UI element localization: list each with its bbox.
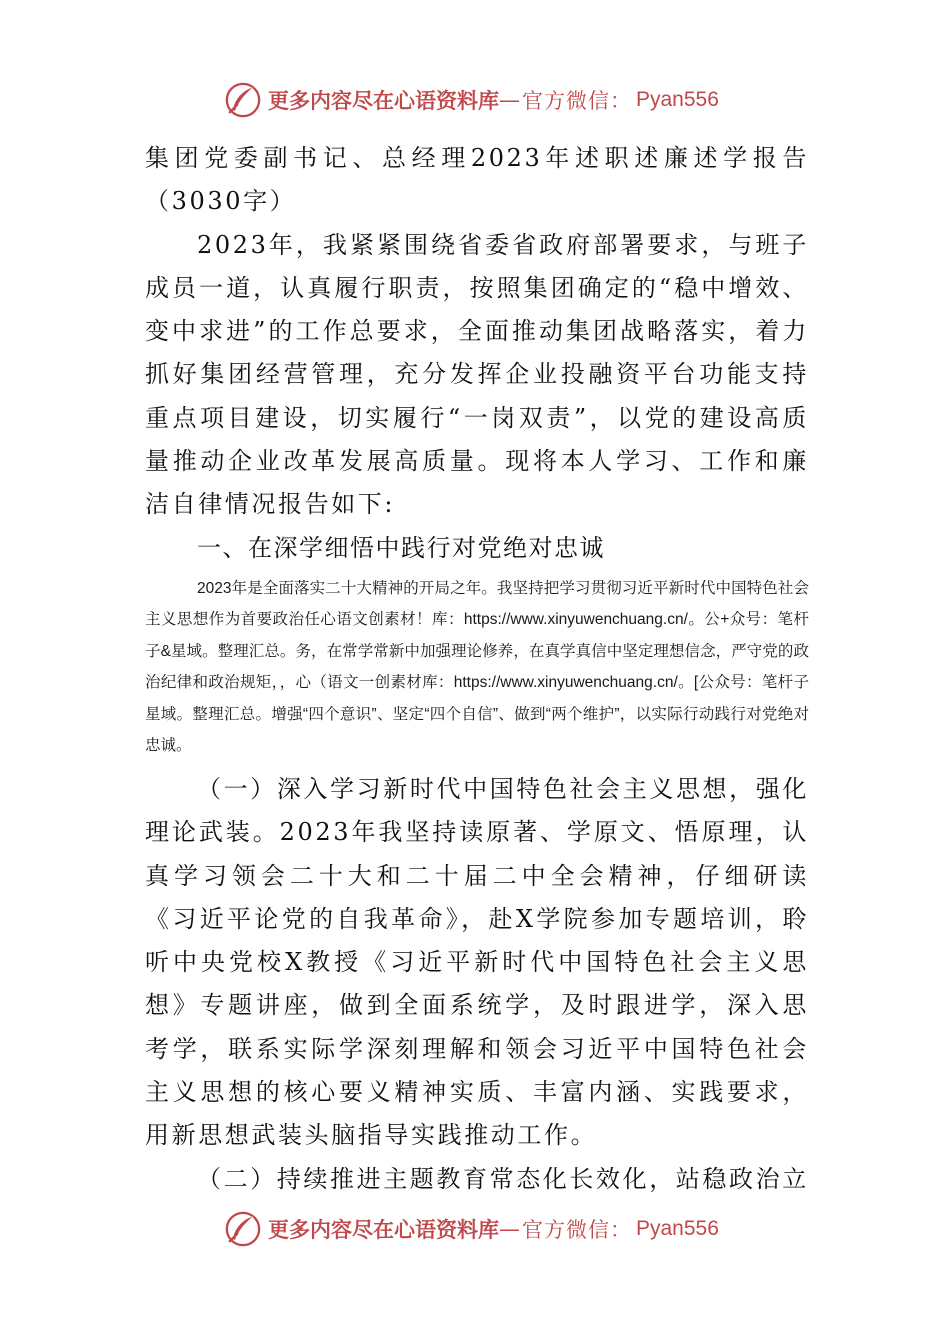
intro-paragraph: 2023年，我紧紧围绕省委省政府部署要求，与班子成员一道，认真履行职责，按照集团确定的“稳中增效、变中求进”的工作总要求，全面推动集团战略落实，着力抓好集团经营管理，充分发挥企业投融资平台功能支持重点项目建设，切实履行“一岗双责”，以党的建设高质量推动企业改革发展高质量。现将本人学习、工作和廉洁自律情况报告如下:: [145, 230, 809, 519]
section-1-paragraph: 2023年是全面落实二十大精神的开局之年。我坚持把学习贯彻习近平新时代中国特色社会主义思想作为首要政治任心语文创素材！库：https://www.xinyuwenchuang.cn/。公+众号：笔杆子&星域。整理汇总。务，在常学常新中加强理论修养，在真学真信中坚定理想信念，严守党的政治纪律和政治规矩，，心（语文一创素材库：https://www.xinyuwenchuang.cn/。[公众号：笔杆子星域。整理汇总。增强“四个意识”、坚定“四个自信”、做到“两个维护”，以实际行动践行对党绝对忠诚。: [145, 579, 809, 755]
document-title: 集团党委副书记、总经理2023年述职述廉述学报告（3030字）: [145, 144, 809, 216]
banner-dash: —: [499, 1217, 520, 1241]
subsection-2-paragraph: （二）持续推进主题教育常态化长效化，站稳政治立: [197, 1164, 809, 1193]
banner-label: 官方微信：: [522, 89, 632, 113]
header-banner: [224, 80, 744, 120]
feather-quill-icon: [224, 1210, 262, 1248]
banner-wechat-id: Pyan556: [636, 88, 719, 111]
subsection-1-paragraph: （一）深入学习新时代中国特色社会主义思想，强化理论武装。2023年我坚持读原著、学原文、悟原理，认真学习领会二十大和二十届二中全会精神，仔细研读《习近平论党的自我革命》，赴X学院参加专题培训，聆听中央党校X教授《习近平新时代中国特色社会主义思想》专题讲座，做到全面系统学，及时跟进学，深入思考学，联系实际学深刻理解和领会习近平中国特色社会主义思想的核心要义精神实质、丰富内涵、实践要求，用新思想武装头脑指导实践推动工作。: [145, 774, 809, 1150]
footer-banner: [224, 1209, 744, 1249]
banner-label: 官方微信：: [522, 1218, 632, 1242]
banner-wechat-id: Pyan556: [636, 1217, 719, 1240]
banner-dash: —: [499, 88, 520, 112]
feather-quill-icon: [224, 81, 262, 119]
section-heading-1: 一、在深学细悟中践行对党绝对忠诚: [197, 533, 605, 562]
banner-brand: 更多内容尽在心语资料库: [268, 89, 499, 113]
document-body: [145, 137, 809, 1201]
banner-brand: 更多内容尽在心语资料库: [268, 1218, 499, 1242]
